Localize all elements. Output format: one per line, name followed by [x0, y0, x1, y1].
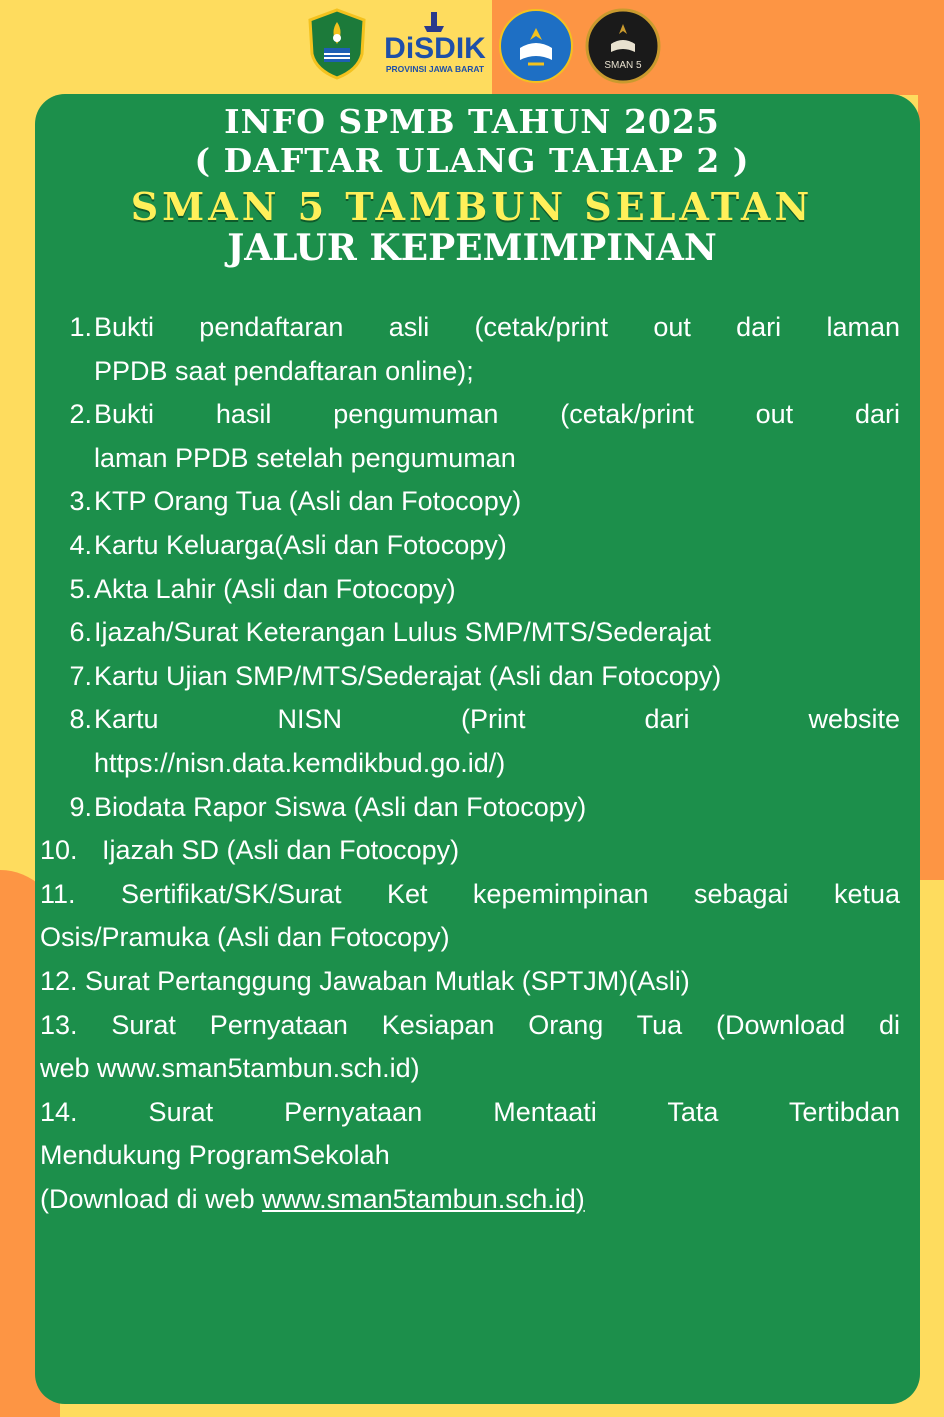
item-text: Bukti hasil pengumuman (cetak/print out dari laman PPDB setelah pengumuman — [94, 399, 900, 473]
disdik-subtitle: PROVINSI JAWA BARAT — [385, 64, 485, 74]
item-text: 13. Surat Pernyataan Kesiapan Orang Tua (Download di — [40, 1009, 900, 1040]
tut-wuri-handayani-icon — [498, 8, 574, 84]
item-text-cont: web www.sman5tambun.sch.id) — [40, 1053, 420, 1084]
item-number: 7. — [69, 660, 92, 691]
item-number: 6. — [69, 617, 92, 648]
item-text: Biodata Rapor Siswa (Asli dan Fotocopy) — [94, 791, 587, 822]
list-item — [40, 1091, 900, 1222]
title-daftar-ulang: ( DAFTAR ULANG TAHAP 2 ) — [194, 141, 750, 180]
item-number: 10. — [40, 835, 78, 866]
item-text: Ijazah SD (Asli dan Fotocopy) — [102, 835, 460, 866]
item-number: 1. — [69, 312, 92, 342]
item-text: Kartu Keluarga(Asli dan Fotocopy) — [94, 529, 507, 560]
item-text: 11. Sertifikat/SK/Surat Ket kepemimpinan sebagai ketua — [40, 878, 900, 909]
sman5-emblem-icon — [584, 8, 662, 84]
title-school-name: SMAN 5 TAMBUN SELATAN — [130, 184, 814, 229]
school-website-link[interactable]: www.sman5tambun.sch.id) — [262, 1183, 585, 1214]
requirements-list — [40, 306, 900, 1221]
list-item — [40, 611, 900, 655]
list-item — [40, 524, 900, 568]
item-text: 12. Surat Pertanggung Jawaban Mutlak (SPTJM)(Asli) — [40, 965, 690, 996]
item-number: 8. — [69, 704, 92, 735]
jawa-barat-emblem-icon — [306, 8, 368, 80]
list-item — [40, 306, 900, 393]
item-text: Bukti pendaftaran asli (cetak/print out dari laman PPDB saat pendaftaran online); — [94, 312, 900, 386]
disdik-logo-icon — [380, 8, 490, 80]
item-text: Kartu Ujian SMP/MTS/Sederajat (Asli dan Fotocopy) — [94, 660, 722, 691]
title-info-spmb: INFO SPMB TAHUN 2025 — [224, 102, 720, 141]
sman5-emblem-label: SMAN 5 — [604, 60, 642, 71]
item-number: 9. — [69, 791, 92, 822]
item-text: 14. Surat Pernyataan Mentaati Tata Tertibdan — [40, 1096, 900, 1127]
list-item — [40, 393, 900, 480]
list-item — [40, 960, 900, 1004]
list-item — [40, 480, 900, 524]
item-number: 4. — [69, 529, 92, 560]
item-number: 5. — [69, 573, 92, 604]
item-text: Ijazah/Surat Keterangan Lulus SMP/MTS/Sederajat — [94, 617, 711, 648]
item-text: Akta Lahir (Asli dan Fotocopy) — [94, 573, 456, 604]
list-item — [40, 829, 900, 873]
download-note: (Download di web www.sman5tambun.sch.id) — [40, 1183, 585, 1214]
list-item — [40, 655, 900, 699]
logo-bar — [0, 8, 944, 84]
item-text: Kartu NISN (Print dari website https://nisn.data.kemdikbud.go.id/) — [94, 704, 900, 778]
item-text: KTP Orang Tua (Asli dan Fotocopy) — [94, 486, 522, 517]
list-item — [40, 873, 900, 960]
item-number: 2. — [69, 399, 92, 430]
title-jalur: JALUR KEPEMIMPINAN — [227, 227, 717, 269]
item-number: 3. — [69, 486, 92, 517]
list-item — [40, 568, 900, 612]
list-item — [40, 1004, 900, 1091]
disdik-wordmark: DiSDIK — [384, 32, 486, 65]
list-item — [40, 698, 900, 785]
item-text-cont: Mendukung ProgramSekolah — [40, 1140, 390, 1171]
list-item — [40, 786, 900, 830]
item-text-cont: Osis/Pramuka (Asli dan Fotocopy) — [40, 922, 450, 953]
